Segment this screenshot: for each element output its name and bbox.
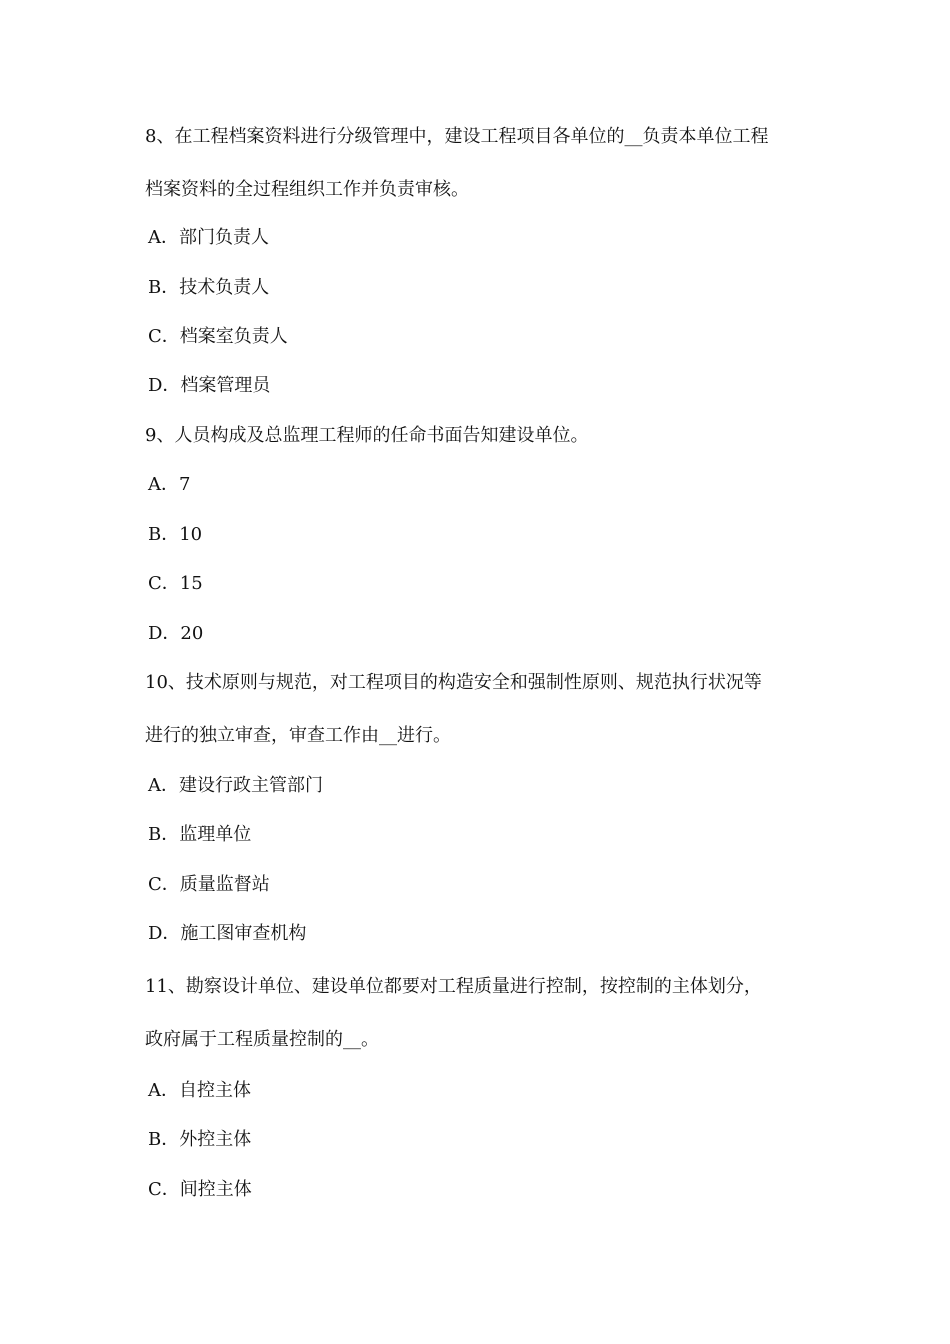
question-10-stem-line-1: 10、技术原则与规范，对工程项目的构造安全和强制性原则、规范执行状况等 [145,672,762,693]
question-8-stem-line-1: 8、在工程档案资料进行分级管理中，建设工程项目各单位的__负责本单位工程 [145,126,769,147]
question-10-option-c: C．质量监督站 [148,874,270,895]
question-9-option-c: C．15 [148,573,203,594]
question-8-option-a: A．部门负责人 [148,227,269,248]
question-8-option-b: B．技术负责人 [148,277,270,298]
question-8-stem-line-2: 档案资料的全过程组织工作并负责审核。 [145,179,469,200]
question-10-option-b: B．监理单位 [148,824,252,845]
question-11-stem-line-2: 政府属于工程质量控制的__。 [145,1029,379,1050]
question-8-option-d: D．档案管理员 [148,375,271,396]
question-9-option-b: B．10 [148,524,203,545]
question-11-option-a: A．自控主体 [148,1080,251,1101]
question-10-stem-line-2: 进行的独立审查，审查工作由__进行。 [145,725,451,746]
question-10-option-a: A．建设行政主管部门 [148,775,323,796]
question-9-option-a: A．7 [148,474,191,495]
question-9-option-d: D．20 [148,623,204,644]
question-10-option-d: D．施工图审查机构 [148,923,307,944]
question-9-stem-line-1: 9、人员构成及总监理工程师的任命书面告知建设单位。 [145,425,589,446]
question-11-stem-line-1: 11、勘察设计单位、建设单位都要对工程质量进行控制，按控制的主体划分， [145,976,762,997]
question-11-option-c: C．间控主体 [148,1179,252,1200]
question-8-option-c: C．档案室负责人 [148,326,288,347]
question-11-option-b: B．外控主体 [148,1129,252,1150]
